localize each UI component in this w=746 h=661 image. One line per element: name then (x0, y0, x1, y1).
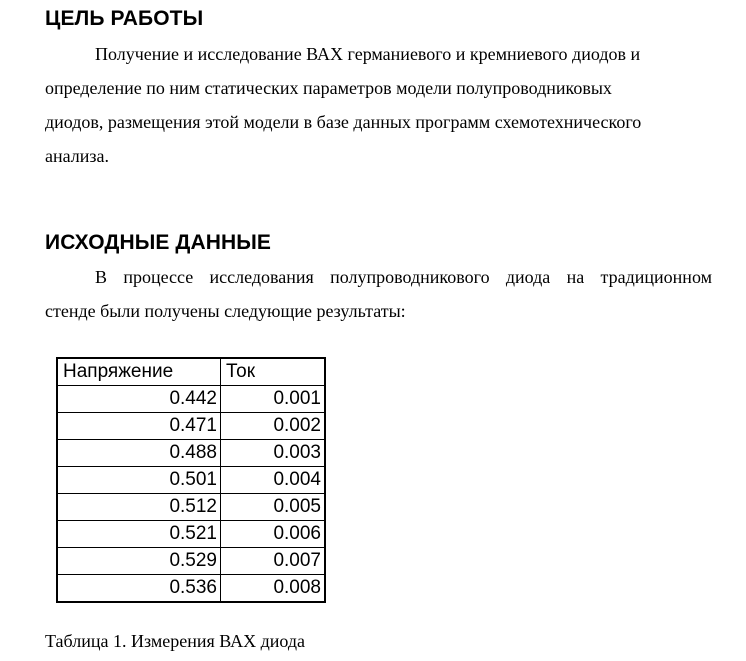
voltage-cell: 0.501 (57, 467, 221, 494)
current-cell: 0.002 (221, 413, 326, 440)
header-current: Ток (221, 358, 326, 386)
measurements-table (56, 357, 326, 603)
goal-line: Получение и исследование ВАХ германиевого и кремниевого диодов и (95, 44, 641, 64)
table-caption: Таблица 1. Измерения ВАХ диода (45, 631, 306, 651)
table-row (57, 494, 325, 521)
source-paragraph (45, 260, 712, 328)
voltage-cell: 0.529 (57, 548, 221, 575)
current-cell: 0.001 (221, 386, 326, 413)
source-line: стенде были получены следующие результаты: (45, 301, 406, 321)
voltage-cell: 0.536 (57, 575, 221, 603)
goal-line: анализа. (45, 146, 109, 166)
goal-heading: ЦЕЛЬ РАБОТЫ (45, 7, 204, 30)
source-line: В процессе исследования полупроводникового диода на традиционном (95, 267, 712, 287)
table-row (57, 548, 325, 575)
current-cell: 0.006 (221, 521, 326, 548)
current-cell: 0.005 (221, 494, 326, 521)
current-cell: 0.008 (221, 575, 326, 603)
table-row (57, 413, 325, 440)
voltage-cell: 0.512 (57, 494, 221, 521)
table-row (57, 575, 325, 603)
table-row (57, 386, 325, 413)
voltage-cell: 0.521 (57, 521, 221, 548)
table-row (57, 440, 325, 467)
current-cell: 0.004 (221, 467, 326, 494)
voltage-cell: 0.471 (57, 413, 221, 440)
current-cell: 0.007 (221, 548, 326, 575)
voltage-cell: 0.488 (57, 440, 221, 467)
goal-line: диодов, размещения этой модели в базе данных программ схемотехнического (45, 112, 642, 132)
table-row (57, 521, 325, 548)
table-row (57, 467, 325, 494)
voltage-cell: 0.442 (57, 386, 221, 413)
source-heading: ИСХОДНЫЕ ДАННЫЕ (45, 231, 272, 254)
goal-line: определение по ним статических параметров модели полупроводниковых (45, 78, 612, 98)
header-voltage: Напряжение (57, 358, 221, 386)
current-cell: 0.003 (221, 440, 326, 467)
goal-paragraph (45, 37, 712, 173)
table-header-row (57, 358, 325, 386)
